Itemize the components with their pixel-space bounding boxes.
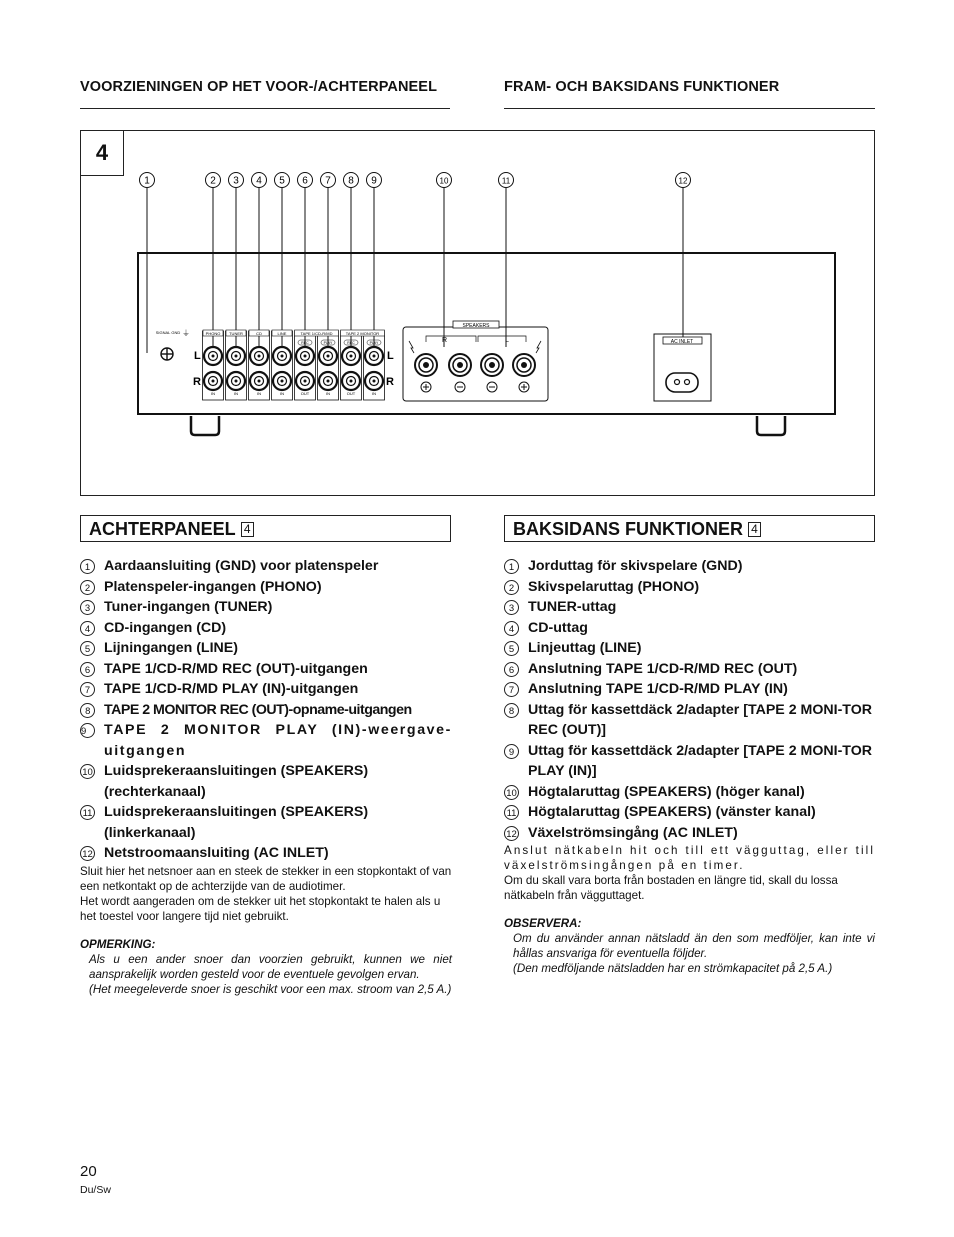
- header-left: VOORZIENINGEN OP HET VOOR-/ACHTERPANEEL: [80, 79, 438, 95]
- callout-number: 9: [371, 175, 377, 187]
- list-item: 6 TAPE 1/CD-R/MD REC (OUT)-uitgangen: [80, 659, 452, 680]
- item-number: 2: [504, 580, 519, 595]
- input-jack-group: [203, 330, 385, 400]
- item-number: 12: [504, 826, 519, 841]
- jack-io-label: IN: [234, 391, 238, 396]
- item-number: 7: [80, 682, 95, 697]
- list-item: 10 Luidsprekeraansluitingen (SPEAKERS) (rechterkanaal): [80, 761, 452, 802]
- list-item: 2 Platenspeler-ingangen (PHONO): [80, 577, 452, 598]
- list-item: 12 Växelströmsingång (AC INLET): [504, 823, 875, 844]
- jack-io-label: OUT: [346, 391, 356, 396]
- section-title-left-num: 4: [241, 522, 254, 537]
- item-number: 1: [504, 559, 519, 574]
- jack-io-label: IN: [257, 391, 261, 396]
- header-right-rule: [504, 108, 875, 109]
- note-title: OPMERKING:: [80, 937, 156, 951]
- list-item: 11 Luidsprekeraansluitingen (SPEAKERS) (linkerkanaal): [80, 802, 452, 843]
- foot-left: [191, 416, 219, 435]
- jack-io-label: IN: [280, 391, 284, 396]
- lightning-symbol-left: [409, 341, 414, 353]
- jack-label: PHONO: [205, 331, 221, 336]
- item-number: 7: [504, 682, 519, 697]
- body-paragraph: Het wordt aangeraden om de stekker uit het stopkontakt te halen als u het toestel voor langere tijd niet gebruikt.: [80, 894, 441, 923]
- foot-right: [757, 416, 785, 435]
- list-item: 10 Högtalaruttag (SPEAKERS) (höger kanal): [504, 782, 875, 803]
- jack-label: CD: [256, 331, 262, 336]
- lightning-symbol-right: [536, 341, 541, 353]
- note-text: (Den medföljande nätsladden har en strömkapacitet på 2,5 A.): [513, 962, 833, 975]
- item-number: 11: [80, 805, 95, 820]
- item-number: 6: [504, 662, 519, 677]
- body-paragraph: Anslut nätkabeln hit och till ett vägguttag, eller till växelströmsingången på en timer.: [504, 844, 875, 872]
- tape-group-label: TAPE 2 MONITOR: [345, 331, 380, 336]
- list-item: 6 Anslutning TAPE 1/CD-R/MD REC (OUT): [504, 659, 875, 680]
- list-item: 12 Netstroomaansluiting (AC INLET): [80, 843, 452, 864]
- item-number: 12: [80, 846, 95, 861]
- list-item: 9 Uttag för kassettdäck 2/adapter [TAPE 2 MONI-TOR PLAY (IN)]: [504, 741, 875, 782]
- item-number: 4: [80, 621, 95, 636]
- jack-label: REC: [347, 341, 355, 345]
- item-number: 3: [80, 600, 95, 615]
- jack-io-label: IN: [326, 391, 330, 396]
- list-item: 2 Skivspelaruttag (PHONO): [504, 577, 875, 598]
- callout-number: 2: [210, 175, 216, 187]
- item-number: 8: [80, 703, 95, 718]
- item-number: 9: [80, 723, 95, 738]
- list-item: 1 Jorduttag för skivspelare (GND): [504, 556, 875, 577]
- callout-number: 12: [678, 176, 688, 186]
- list-item: 7 Anslutning TAPE 1/CD-R/MD PLAY (IN): [504, 679, 875, 700]
- callout-number: 10: [439, 176, 449, 186]
- note-text: (Het meegeleverde snoer is geschikt voor een max. stroom van 2,5 A.): [89, 982, 452, 996]
- signal-gnd-label: SIGNAL GND: [155, 330, 181, 335]
- jack-left-r: R: [193, 376, 201, 388]
- list-item: 5 Linjeuttag (LINE): [504, 638, 875, 659]
- item-number: 8: [504, 703, 519, 718]
- section-title-right-text: BAKSIDANS FUNKTIONER: [513, 519, 744, 539]
- callout-number: 7: [325, 175, 331, 187]
- item-number: 5: [504, 641, 519, 656]
- jack-io-label: IN: [211, 391, 215, 396]
- item-number: 2: [80, 580, 95, 595]
- language-code: Du/Sw: [80, 1184, 111, 1196]
- list-item: 3 Tuner-ingangen (TUNER): [80, 597, 452, 618]
- header-left-rule: [80, 108, 450, 109]
- jack-right-l: L: [387, 350, 394, 362]
- ac-inlet-label: AC INLET: [670, 339, 694, 345]
- speakers-label: SPEAKERS: [462, 323, 490, 329]
- ground-symbol: ⏚: [182, 329, 190, 338]
- callout-number: 5: [279, 175, 285, 187]
- left-column: [80, 556, 452, 997]
- list-item: 4 CD-ingangen (CD): [80, 618, 452, 639]
- callout-number: 3: [233, 175, 239, 187]
- item-number: 3: [504, 600, 519, 615]
- ac-inlet-socket: [666, 373, 698, 392]
- list-item: 7 TAPE 1/CD-R/MD PLAY (IN)-uitgangen: [80, 679, 452, 700]
- list-item: 3 TUNER-uttag: [504, 597, 875, 618]
- note-text: Als u een ander snoer dan voorzien gebruikt, kunnen we niet aansprakelijk worden gesteld voor de eventuele gevolgen ervan.: [89, 952, 452, 981]
- jack-label: REC: [301, 341, 309, 345]
- callout-number: 1: [144, 175, 150, 187]
- note-text: Om du använder annan nätsladd än den som medföljer, kan inte vi hållas ansvariga för eventuella följder.: [513, 932, 875, 960]
- jack-right-r: R: [386, 376, 394, 388]
- callout-number: 6: [302, 175, 308, 187]
- note-title: OBSERVERA:: [504, 917, 582, 930]
- item-number: 5: [80, 641, 95, 656]
- body-paragraph: Sluit hier het netsnoer aan en steek de stekker in een stopkontakt of van een netkontakt op de achterzijde van de audiotimer.: [80, 864, 452, 893]
- jack-label: LINE: [277, 331, 287, 336]
- jack-label: PLAY: [323, 341, 333, 345]
- item-number: 9: [504, 744, 519, 759]
- jack-label: PLAY: [369, 341, 379, 345]
- section-title-left: [80, 515, 451, 542]
- page-number: 20: [80, 1163, 97, 1180]
- list-item: 8 TAPE 2 MONITOR REC (OUT)-opname-uitgangen: [80, 700, 452, 721]
- list-item: 11 Högtalaruttag (SPEAKERS) (vänster kanal): [504, 802, 875, 823]
- item-number: 1: [80, 559, 95, 574]
- item-number: 4: [504, 621, 519, 636]
- item-number: 11: [504, 805, 519, 820]
- speaker-l-label: L: [505, 337, 509, 344]
- callout-group: [140, 173, 691, 354]
- speaker-terminals: [409, 341, 541, 392]
- jack-left-l: L: [194, 350, 201, 362]
- jack-io-label: OUT: [300, 391, 310, 396]
- figure-number: 4: [81, 131, 124, 176]
- header-right: FRAM- OCH BAKSIDANS FUNKTIONER: [504, 79, 780, 95]
- right-column: [504, 556, 875, 976]
- list-item: 8 Uttag för kassettdäck 2/adapter [TAPE 2 MONI-TOR REC (OUT)]: [504, 700, 875, 741]
- item-number: 6: [80, 662, 95, 677]
- list-item: 4 CD-uttag: [504, 618, 875, 639]
- list-item: 5 Lijningangen (LINE): [80, 638, 452, 659]
- jack-io-label: IN: [372, 391, 376, 396]
- body-paragraph: Om du skall vara borta från bostaden en längre tid, skall du lossa nätkabeln från vägguttaget.: [504, 874, 838, 902]
- item-number: 10: [80, 764, 95, 779]
- section-title-right: [504, 515, 875, 542]
- item-number: 10: [504, 785, 519, 800]
- callout-number: 4: [256, 175, 262, 187]
- rear-panel-figure: [80, 130, 875, 496]
- tape-group-label: TAPE 1/CD-R/MD: [300, 331, 333, 336]
- list-item: 1 Aardaansluiting (GND) voor platenspeler: [80, 556, 452, 577]
- jack-label: TUNER: [229, 331, 243, 336]
- section-title-right-num: 4: [748, 522, 761, 537]
- rear-panel-diagram: [81, 131, 876, 497]
- speaker-r-label: R: [442, 337, 448, 344]
- callout-number: 11: [501, 176, 511, 186]
- list-item: 9 TAPE 2 MONITOR PLAY (IN)-weergave-uitgangen: [81, 722, 452, 759]
- callout-number: 8: [348, 175, 354, 187]
- section-title-left-text: ACHTERPANEEL: [89, 519, 236, 539]
